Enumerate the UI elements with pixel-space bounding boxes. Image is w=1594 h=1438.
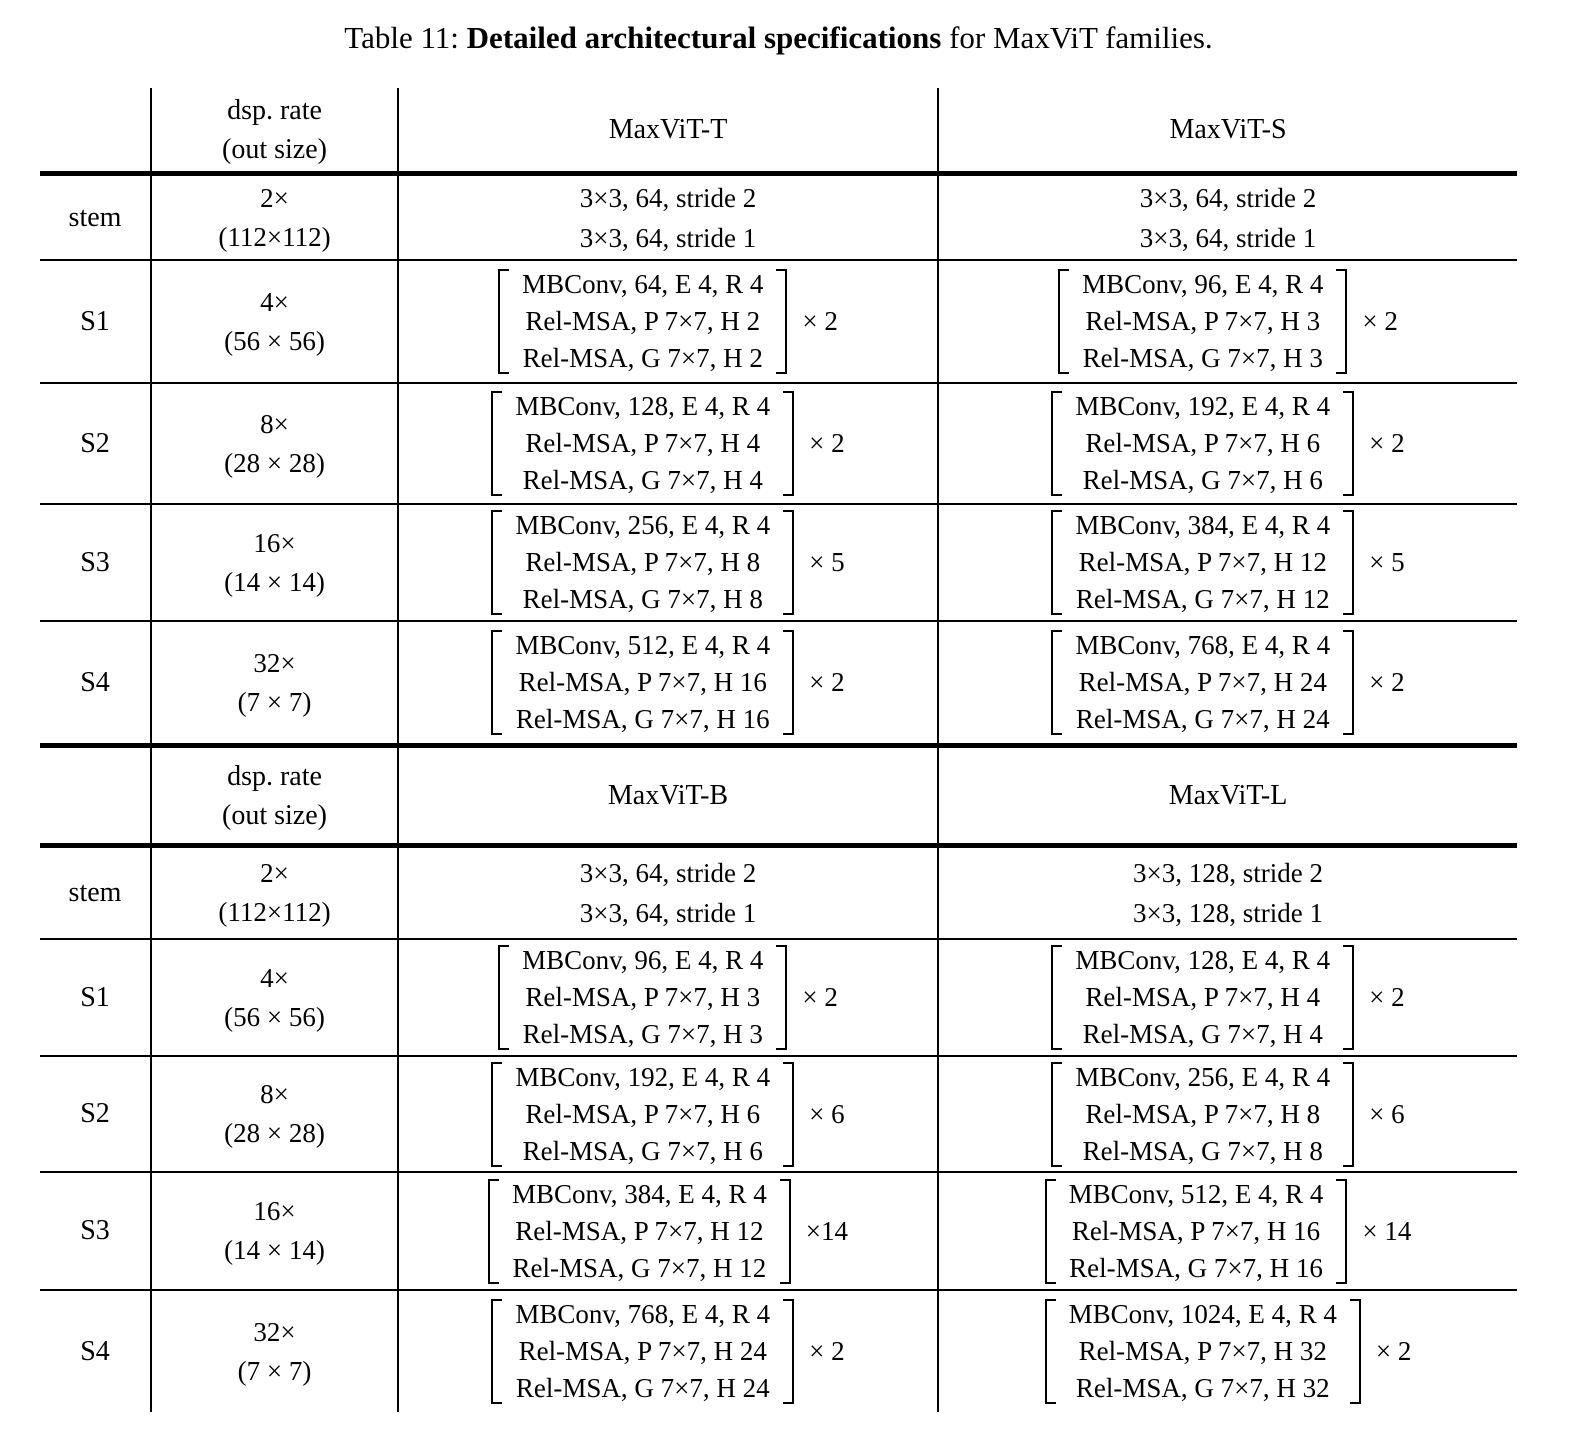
spec-line: MBConv, 1024, E 4, R 4	[1068, 1299, 1337, 1329]
right-bracket	[1343, 391, 1354, 496]
spec-line: 3×3, 64, stride 1	[1139, 222, 1317, 253]
dsp-rate-cell	[150, 848, 397, 938]
spec-line: Rel-MSA, P 7×7, H 6	[1085, 428, 1321, 458]
out-size-value: (28 × 28)	[224, 1118, 325, 1148]
spec-line: Rel-MSA, G 7×7, H 4	[522, 465, 763, 495]
right-bracket	[1336, 269, 1347, 374]
row-label: S3	[80, 1215, 110, 1246]
right-bracket	[1343, 1062, 1354, 1167]
spec-line: Rel-MSA, G 7×7, H 24	[1075, 704, 1330, 734]
spec-cell	[397, 1291, 937, 1412]
dsp-rate-label: dsp. rate	[227, 94, 322, 126]
left-bracket	[1045, 1179, 1056, 1284]
out-size-value: (14 × 14)	[224, 566, 325, 597]
right-bracket	[1343, 510, 1354, 615]
spec-line: MBConv, 128, E 4, R 4	[515, 391, 771, 421]
spec-cell	[397, 622, 937, 743]
left-bracket	[1045, 1299, 1056, 1404]
spec-cell	[397, 1057, 937, 1171]
dsp-rate-value: 4×	[260, 286, 289, 317]
spec-line: Rel-MSA, G 7×7, H 16	[515, 704, 770, 734]
spec-line: 3×3, 128, stride 1	[1133, 898, 1323, 928]
spec-line: Rel-MSA, P 7×7, H 12	[515, 1215, 764, 1246]
block-multiplier: × 2	[1369, 982, 1405, 1012]
spec-line: Rel-MSA, P 7×7, H 8	[1085, 1098, 1321, 1129]
spec-line: MBConv, 128, E 4, R 4	[1075, 945, 1331, 975]
table2-row-s4	[40, 1291, 1517, 1412]
left-bracket	[498, 269, 509, 374]
block-multiplier: × 2	[809, 428, 845, 458]
spec-cell	[397, 1173, 937, 1289]
table1-header-model-b: MaxViT-S	[937, 88, 1517, 171]
table2-header-model-a: MaxViT-B	[397, 748, 937, 843]
block-multiplier: × 2	[1369, 428, 1405, 458]
spec-line: Rel-MSA, P 7×7, H 3	[525, 982, 761, 1012]
left-bracket	[488, 1179, 499, 1284]
spec-line: MBConv, 192, E 4, R 4	[515, 1061, 771, 1092]
spec-line: 3×3, 64, stride 1	[579, 898, 757, 928]
right-bracket	[780, 1179, 791, 1284]
left-bracket	[1058, 269, 1069, 374]
dsp-rate-cell	[150, 1173, 397, 1289]
spec-line: 3×3, 64, stride 2	[579, 182, 757, 213]
right-bracket	[1343, 945, 1354, 1050]
right-bracket	[783, 510, 794, 615]
block-multiplier: ×14	[805, 1215, 848, 1246]
table1-row-s4	[40, 622, 1517, 748]
left-bracket	[491, 1062, 502, 1167]
spec-line: Rel-MSA, P 7×7, H 4	[1085, 982, 1321, 1012]
block-multiplier: × 5	[809, 547, 845, 577]
block-multiplier: × 2	[1369, 667, 1405, 697]
spec-cell	[937, 940, 1517, 1055]
spec-line: 3×3, 64, stride 2	[1139, 182, 1317, 213]
right-bracket	[1336, 1179, 1347, 1284]
spec-cell	[397, 848, 937, 938]
table1-header-model-a: MaxViT-T	[397, 88, 937, 171]
table1-row-s1	[40, 261, 1517, 384]
table2-header-empty	[40, 748, 150, 843]
spec-line: Rel-MSA, G 7×7, H 3	[522, 1019, 763, 1049]
table2-row-stem	[40, 848, 1517, 940]
caption-bold: Detailed architectural specifications	[466, 20, 942, 55]
table2-row-s3	[40, 1173, 1517, 1291]
block-multiplier: × 2	[802, 982, 838, 1012]
out-size-value: (112×112)	[218, 897, 331, 927]
spec-cell	[937, 384, 1517, 503]
spec-line: Rel-MSA, P 7×7, H 16	[1071, 1215, 1321, 1246]
spec-line: Rel-MSA, G 7×7, H 6	[522, 1135, 763, 1166]
right-bracket	[1350, 1299, 1361, 1404]
row-label: S2	[80, 427, 110, 459]
spec-cell	[937, 622, 1517, 743]
spec-line: MBConv, 512, E 4, R 4	[515, 630, 771, 660]
spec-cell	[937, 176, 1517, 259]
left-bracket	[491, 510, 502, 615]
left-bracket	[1051, 945, 1062, 1050]
right-bracket	[783, 630, 794, 735]
spec-line: Rel-MSA, G 7×7, H 24	[515, 1373, 770, 1403]
right-bracket	[783, 391, 794, 496]
right-bracket	[783, 1299, 794, 1404]
spec-cell	[937, 1291, 1517, 1412]
out-size-value: (56 × 56)	[224, 1001, 325, 1032]
spec-line: Rel-MSA, G 7×7, H 32	[1075, 1373, 1330, 1403]
dsp-rate-cell	[150, 1057, 397, 1171]
table1-row-stem	[40, 176, 1517, 261]
table2-header-model-b: MaxViT-L	[937, 748, 1517, 843]
out-size-value: (14 × 14)	[224, 1235, 325, 1265]
spec-cell	[937, 848, 1517, 938]
spec-line: Rel-MSA, P 7×7, H 24	[1078, 667, 1327, 697]
dsp-rate-value: 16×	[253, 527, 296, 558]
table-caption	[40, 18, 1517, 58]
spec-line: Rel-MSA, P 7×7, H 24	[518, 1336, 767, 1366]
spec-line: Rel-MSA, P 7×7, H 16	[518, 667, 767, 697]
row-label: stem	[68, 877, 122, 908]
spec-line: MBConv, 768, E 4, R 4	[1075, 630, 1331, 660]
dsp-rate-cell	[150, 505, 397, 620]
block-multiplier: × 14	[1362, 1215, 1412, 1246]
dsp-rate-cell	[150, 622, 397, 743]
spec-line: MBConv, 384, E 4, R 4	[1075, 510, 1331, 540]
spec-line: Rel-MSA, P 7×7, H 4	[525, 428, 761, 458]
table2-row-s2	[40, 1057, 1517, 1173]
row-label: S1	[80, 305, 110, 337]
block-multiplier: × 6	[1369, 1098, 1405, 1129]
dsp-rate-cell	[150, 1291, 397, 1412]
spec-line: Rel-MSA, P 7×7, H 8	[525, 547, 761, 577]
spec-cell	[397, 505, 937, 620]
table2-header-row	[40, 748, 1517, 848]
table1-header-empty	[40, 88, 150, 171]
table1-row-s3	[40, 505, 1517, 622]
dsp-rate-label: dsp. rate	[227, 760, 322, 792]
spec-line: Rel-MSA, G 7×7, H 12	[1075, 584, 1330, 614]
left-bracket	[491, 630, 502, 735]
spec-table-bottom	[40, 748, 1517, 1412]
out-size-value: (7 × 7)	[237, 1355, 312, 1386]
spec-line: Rel-MSA, G 7×7, H 12	[512, 1252, 767, 1283]
dsp-rate-cell	[150, 384, 397, 503]
dsp-rate-value: 2×	[260, 858, 289, 888]
left-bracket	[498, 945, 509, 1050]
spec-line: Rel-MSA, G 7×7, H 2	[522, 343, 763, 373]
spec-line: MBConv, 96, E 4, R 4	[1082, 269, 1324, 299]
spec-line: Rel-MSA, G 7×7, H 3	[1082, 343, 1323, 373]
out-size-value: (56 × 56)	[224, 325, 325, 356]
right-bracket	[776, 269, 787, 374]
spec-line: Rel-MSA, P 7×7, H 6	[525, 1098, 761, 1129]
spec-cell	[397, 176, 937, 259]
spec-line: Rel-MSA, G 7×7, H 6	[1082, 465, 1323, 495]
spec-line: Rel-MSA, P 7×7, H 32	[1078, 1336, 1327, 1366]
left-bracket	[491, 391, 502, 496]
spec-line: MBConv, 96, E 4, R 4	[522, 945, 764, 975]
spec-table-top	[40, 88, 1517, 748]
caption-prefix: Table 11:	[344, 20, 467, 55]
block-multiplier: × 2	[802, 306, 838, 336]
table2-row-s1	[40, 940, 1517, 1057]
caption-suffix: for MaxViT families.	[941, 20, 1213, 55]
block-multiplier: × 5	[1369, 547, 1405, 577]
table1-header-row	[40, 88, 1517, 176]
dsp-rate-value: 32×	[253, 1316, 296, 1347]
out-size-label: (out size)	[222, 133, 327, 165]
spec-line: MBConv, 192, E 4, R 4	[1075, 391, 1331, 421]
dsp-rate-value: 8×	[260, 408, 289, 439]
row-label: S1	[80, 981, 110, 1013]
out-size-value: (28 × 28)	[224, 447, 325, 478]
spec-line: Rel-MSA, P 7×7, H 12	[1078, 547, 1327, 577]
left-bracket	[1051, 510, 1062, 615]
out-size-value: (112×112)	[218, 221, 331, 252]
spec-cell	[397, 384, 937, 503]
spec-cell	[937, 261, 1517, 382]
spec-line: MBConv, 512, E 4, R 4	[1068, 1178, 1324, 1209]
spec-line: MBConv, 768, E 4, R 4	[515, 1299, 771, 1329]
left-bracket	[1051, 1062, 1062, 1167]
block-multiplier: × 2	[809, 1336, 845, 1366]
block-multiplier: × 2	[1362, 306, 1398, 336]
dsp-rate-value: 4×	[260, 962, 289, 993]
left-bracket	[1051, 630, 1062, 735]
dsp-rate-cell	[150, 176, 397, 259]
spec-line: Rel-MSA, G 7×7, H 4	[1082, 1019, 1323, 1049]
out-size-value: (7 × 7)	[237, 686, 312, 717]
spec-line: MBConv, 384, E 4, R 4	[511, 1178, 767, 1209]
spec-line: MBConv, 256, E 4, R 4	[1075, 1061, 1331, 1092]
dsp-rate-value: 32×	[253, 647, 296, 678]
table1-row-s2	[40, 384, 1517, 505]
row-label: stem	[68, 201, 122, 233]
table1-header-dsp-rate	[150, 88, 397, 171]
spec-cell	[937, 1057, 1517, 1171]
dsp-rate-value: 2×	[260, 182, 289, 213]
block-multiplier: × 6	[809, 1098, 845, 1129]
spec-line: Rel-MSA, P 7×7, H 3	[1085, 306, 1321, 336]
spec-cell	[937, 1173, 1517, 1289]
row-label: S4	[80, 666, 110, 698]
block-multiplier: × 2	[809, 667, 845, 697]
spec-line: 3×3, 128, stride 2	[1133, 858, 1323, 888]
spec-line: 3×3, 64, stride 2	[579, 858, 757, 888]
dsp-rate-cell	[150, 940, 397, 1055]
spec-line: 3×3, 64, stride 1	[579, 222, 757, 253]
dsp-rate-value: 16×	[253, 1196, 296, 1226]
table2-header-dsp-rate	[150, 748, 397, 843]
row-label: S4	[80, 1335, 110, 1367]
spec-line: Rel-MSA, G 7×7, H 16	[1069, 1252, 1323, 1283]
dsp-rate-value: 8×	[260, 1079, 289, 1109]
right-bracket	[1343, 630, 1354, 735]
spec-line: Rel-MSA, P 7×7, H 2	[525, 306, 761, 336]
spec-cell	[397, 940, 937, 1055]
spec-line: Rel-MSA, G 7×7, H 8	[522, 584, 763, 614]
spec-line: MBConv, 256, E 4, R 4	[515, 510, 771, 540]
spec-cell	[937, 505, 1517, 620]
dsp-rate-cell	[150, 261, 397, 382]
spec-line: Rel-MSA, G 7×7, H 8	[1082, 1135, 1323, 1166]
right-bracket	[776, 945, 787, 1050]
left-bracket	[491, 1299, 502, 1404]
block-multiplier: × 2	[1375, 1336, 1412, 1366]
row-label: S2	[80, 1098, 110, 1129]
out-size-label: (out size)	[222, 799, 327, 831]
spec-cell	[397, 261, 937, 382]
right-bracket	[783, 1062, 794, 1167]
left-bracket	[1051, 391, 1062, 496]
row-label: S3	[80, 546, 110, 578]
spec-line: MBConv, 64, E 4, R 4	[522, 269, 764, 299]
